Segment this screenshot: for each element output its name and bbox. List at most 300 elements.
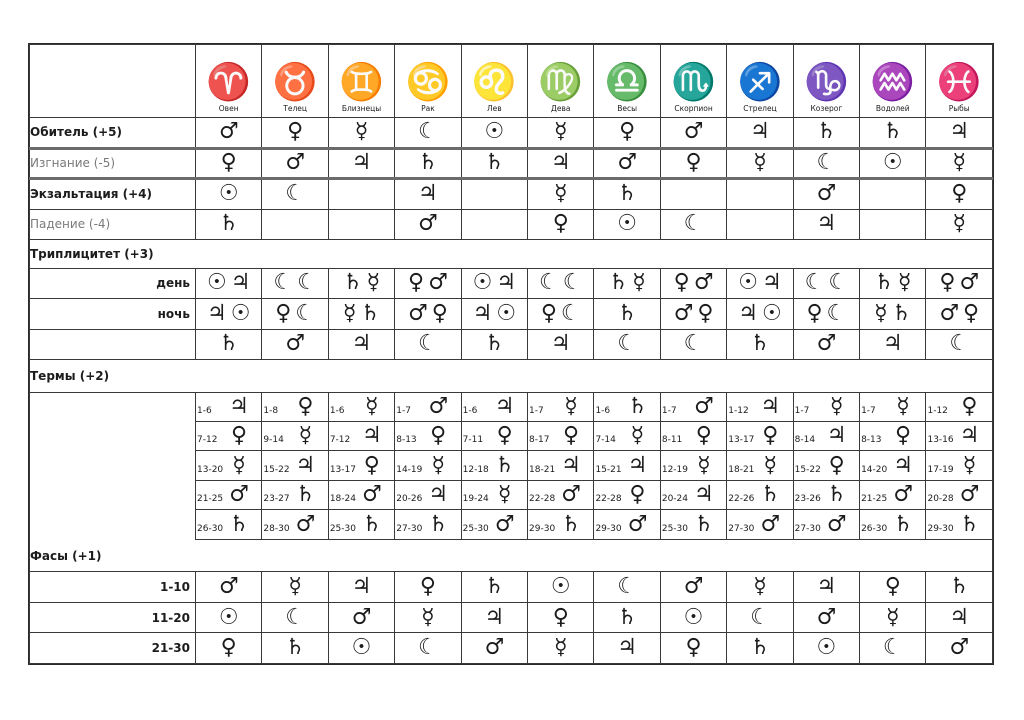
term-range: 23-26	[794, 494, 821, 505]
term-range: 21-25	[197, 494, 224, 505]
planet-icon: ♃	[351, 331, 372, 357]
sign-glyph-icon: ♈	[206, 62, 252, 104]
triplicity-day-cell	[727, 268, 793, 298]
term-range: 25-30	[661, 523, 688, 534]
term-cell	[461, 392, 527, 421]
term-range: 8-17	[529, 435, 550, 446]
planet-icon: ♄	[361, 511, 382, 537]
planet-icon: ☿	[962, 452, 977, 478]
planet-icon: ☾	[418, 331, 438, 357]
face-cell	[727, 633, 793, 664]
term-range: 20-26	[396, 494, 423, 505]
sign-header	[594, 45, 660, 118]
planet-icon: ☿	[753, 150, 767, 176]
planet-icon: ♀	[673, 270, 690, 296]
face-cell	[196, 602, 262, 632]
planet-icon: ♃	[627, 452, 648, 478]
face-cell	[860, 572, 926, 602]
dignity-cell	[660, 118, 726, 148]
triplicity-day-cell	[860, 268, 926, 298]
planet-icon: ♃	[760, 393, 781, 419]
sign-header	[328, 45, 394, 118]
term-cell	[660, 510, 726, 539]
triplicity-third-cell	[727, 329, 793, 359]
planet-icon: ☾	[826, 300, 847, 326]
planet-icon: ☾	[273, 270, 294, 296]
planet-icon: ♀	[697, 300, 714, 326]
planet-icon: ☉	[761, 300, 782, 326]
dignities-table-sheet	[28, 43, 994, 665]
sign-name: Лев	[486, 104, 502, 114]
sign-glyph-icon: ♌	[471, 62, 517, 104]
term-cell	[461, 480, 527, 509]
term-range: 1-12	[728, 405, 749, 416]
term-cell	[660, 451, 726, 480]
planet-icon: ♃	[738, 300, 758, 326]
dignity-cell	[262, 148, 328, 178]
planet-icon: ☉	[351, 635, 372, 661]
sign-name: Овен	[218, 104, 239, 114]
planet-icon: ☾	[418, 119, 438, 145]
sign-name: Скорпион	[674, 104, 713, 114]
term-range: 12-18	[462, 464, 489, 475]
term-cell	[262, 451, 328, 480]
sign-name: Весы	[617, 104, 638, 114]
term-cell	[196, 392, 262, 421]
triplicity-day-cell	[262, 268, 328, 298]
planet-icon: ♀	[884, 574, 901, 600]
planet-icon: ♄	[561, 511, 581, 537]
planet-icon: ♃	[816, 211, 837, 237]
face-cell	[727, 572, 793, 602]
term-range: 8-13	[396, 435, 417, 446]
planet-icon: ☿	[342, 300, 357, 326]
dignity-cell	[196, 118, 262, 148]
triplicity-third-cell	[262, 329, 328, 359]
sign-name: Близнецы	[341, 104, 382, 114]
row-label-empty	[30, 422, 196, 451]
term-range: 13-16	[927, 435, 954, 446]
planet-icon: ♄	[608, 270, 629, 296]
planet-icon: ♃	[617, 635, 637, 661]
term-cell	[860, 392, 926, 421]
planet-icon: ☉	[206, 270, 227, 296]
planet-icon: ☉	[496, 300, 517, 326]
term-range: 29-30	[927, 523, 954, 534]
dignity-cell	[328, 148, 394, 178]
sign-name: Стрелец	[743, 104, 777, 114]
planet-icon: ♃	[484, 604, 505, 630]
term-cell	[926, 422, 993, 451]
row-label-domicile: Обитель (+5)	[30, 118, 196, 148]
row-label-triplicity: Триплицитет (+3)	[30, 240, 993, 268]
face-cell	[660, 572, 726, 602]
term-cell	[528, 480, 594, 509]
sign-header	[860, 45, 926, 118]
term-range: 1-7	[529, 405, 544, 416]
planet-icon: ♂	[816, 331, 837, 357]
term-cell	[594, 480, 660, 509]
face-cell	[196, 572, 262, 602]
term-range: 26-30	[861, 523, 888, 534]
dignity-cell	[461, 148, 527, 178]
term-range: 22-28	[595, 494, 622, 505]
planet-icon: ♂	[816, 181, 837, 207]
dignity-cell	[395, 179, 461, 209]
term-cell	[594, 422, 660, 451]
face-cell	[660, 602, 726, 632]
planet-icon: ☾	[882, 635, 903, 661]
dignity-cell	[793, 148, 859, 178]
dignity-cell	[926, 209, 993, 239]
planet-icon: ☾	[750, 604, 770, 630]
dignity-cell	[793, 209, 859, 239]
triplicity-night-cell	[196, 299, 262, 329]
triplicity-night-cell	[793, 299, 859, 329]
planet-icon: ♃	[550, 150, 571, 176]
face-cell	[395, 633, 461, 664]
term-range: 22-26	[728, 494, 755, 505]
planet-icon: ♄	[360, 300, 381, 326]
planet-icon: ☉	[550, 574, 571, 600]
sign-glyph-icon: ♍	[538, 62, 584, 104]
planet-icon: ♀	[287, 119, 304, 145]
triplicity-third-cell	[196, 329, 262, 359]
term-cell	[594, 510, 660, 539]
planet-icon: ♂	[893, 482, 913, 508]
face-cell	[262, 633, 328, 664]
face-cell	[860, 633, 926, 664]
planet-icon: ☿	[298, 423, 313, 449]
dignity-cell	[860, 209, 926, 239]
sign-glyph-icon: ♑	[803, 62, 849, 104]
face-cell	[461, 572, 527, 602]
planet-icon: ♀	[562, 423, 580, 449]
planet-icon: ☾	[297, 270, 317, 296]
planet-icon: ♃	[418, 181, 438, 207]
planet-icon: ♄	[617, 181, 637, 207]
term-cell	[793, 392, 859, 421]
triplicity-third-cell	[926, 329, 993, 359]
planet-icon: ☿	[897, 270, 912, 296]
planet-icon: ♄	[750, 635, 770, 661]
term-cell	[196, 451, 262, 480]
planet-icon: ♄	[484, 574, 505, 600]
planet-icon: ☾	[560, 300, 581, 326]
term-range: 8-14	[794, 435, 816, 446]
planet-icon: ♂	[673, 300, 694, 326]
face-cell	[461, 633, 527, 664]
sign-glyph-icon: ♎	[604, 62, 650, 104]
face-cell	[793, 572, 859, 602]
planet-icon: ♂	[949, 635, 970, 661]
planet-icon: ☉	[230, 300, 251, 326]
term-cell	[461, 451, 527, 480]
planet-icon: ♀	[619, 119, 636, 145]
sign-glyph-icon: ♏	[671, 62, 716, 104]
triplicity-night-cell	[926, 299, 993, 329]
term-range: 29-30	[595, 523, 622, 534]
term-cell	[594, 392, 660, 421]
term-cell	[528, 510, 594, 539]
face-cell	[328, 572, 394, 602]
planet-icon: ♂	[285, 331, 305, 357]
planet-icon: ☿	[553, 181, 568, 207]
term-cell	[196, 422, 262, 451]
row-label-fall: Падение (-4)	[30, 209, 196, 239]
planet-icon: ♃	[351, 574, 372, 600]
sign-header	[660, 45, 726, 118]
term-range: 1-6	[329, 405, 345, 416]
term-range: 1-6	[595, 405, 611, 416]
term-cell	[660, 392, 726, 421]
planet-icon: ♃	[206, 300, 227, 326]
sign-header	[528, 45, 594, 118]
planet-icon: ☉	[816, 635, 837, 661]
planet-icon: ♃	[750, 119, 770, 145]
triplicity-day-cell	[328, 268, 394, 298]
planet-icon: ☿	[763, 452, 777, 478]
term-range: 18-21	[728, 464, 755, 475]
triplicity-third-cell	[860, 329, 926, 359]
planet-icon: ♀	[275, 300, 292, 326]
term-cell	[660, 480, 726, 509]
dignity-cell	[660, 209, 726, 239]
planet-icon: ♄	[949, 574, 970, 600]
dignity-cell	[660, 148, 726, 178]
planet-icon: ♄	[285, 635, 305, 661]
planet-icon: ♄	[874, 270, 894, 296]
row-label-exile: Изгнание (-5)	[30, 148, 196, 178]
dignity-cell	[528, 209, 594, 239]
planet-icon: ♄	[893, 511, 913, 537]
planet-icon: ☉	[472, 270, 493, 296]
face-cell	[594, 602, 660, 632]
dignity-cell	[328, 209, 394, 239]
face-cell	[196, 633, 262, 664]
planet-icon: ☿	[553, 119, 568, 145]
planet-icon: ☾	[683, 211, 704, 237]
term-range: 29-30	[529, 523, 556, 534]
planet-icon: ♄	[484, 331, 505, 357]
dignity-cell	[727, 179, 793, 209]
row-label-terms: Термы (+2)	[30, 360, 993, 393]
face-cell	[328, 633, 394, 664]
term-cell	[196, 480, 262, 509]
term-range: 21-25	[861, 494, 888, 505]
triplicity-night-cell	[594, 299, 660, 329]
face-cell	[528, 602, 594, 632]
term-range: 28-30	[263, 523, 290, 534]
dignity-cell	[594, 118, 660, 148]
triplicity-day-cell	[926, 268, 993, 298]
sign-glyph-icon: ♐	[737, 62, 783, 104]
dignity-cell	[727, 148, 793, 178]
row-label-empty	[30, 510, 196, 539]
planet-icon: ♀	[961, 393, 978, 419]
face-cell	[860, 602, 926, 632]
planet-icon: ☿	[232, 452, 246, 478]
planet-icon: ♄	[617, 604, 637, 630]
face-cell	[594, 572, 660, 602]
planet-icon: ♂	[939, 300, 960, 326]
term-cell	[727, 480, 793, 509]
planet-icon: ☿	[421, 604, 435, 630]
term-cell	[461, 510, 527, 539]
planet-icon: ☿	[697, 452, 711, 478]
planet-icon: ☉	[683, 604, 704, 630]
planet-icon: ♀	[430, 423, 447, 449]
planet-icon: ♂	[561, 482, 581, 508]
term-cell	[461, 422, 527, 451]
planet-icon: ♄	[959, 511, 980, 537]
planet-icon: ♂	[408, 300, 428, 326]
sign-glyph-icon: ♓	[936, 62, 982, 104]
planet-icon: ♂	[295, 511, 316, 537]
term-range: 18-24	[329, 494, 356, 505]
face-cell	[262, 602, 328, 632]
planetary-dignities-table	[29, 44, 993, 664]
dignity-cell	[926, 118, 993, 148]
row-label-empty	[30, 392, 196, 421]
planet-icon: ♂	[627, 511, 648, 537]
term-cell	[528, 392, 594, 421]
planet-icon: ♃	[472, 300, 493, 326]
planet-icon: ☿	[431, 452, 445, 478]
term-range: 22-28	[529, 494, 556, 505]
face-cell	[528, 572, 594, 602]
dignity-cell	[528, 179, 594, 209]
dignity-cell	[395, 118, 461, 148]
term-range: 7-12	[329, 435, 351, 446]
dignity-cell	[594, 148, 660, 178]
term-cell	[395, 392, 461, 421]
face-cell	[926, 602, 993, 632]
sign-name: Рак	[421, 104, 435, 114]
planet-icon: ♃	[949, 119, 970, 145]
sign-header	[926, 45, 993, 118]
planet-icon: ☿	[632, 270, 646, 296]
planet-icon: ♃	[826, 423, 847, 449]
sign-name: Водолей	[875, 104, 910, 114]
term-cell	[926, 392, 993, 421]
planet-icon: ☾	[804, 270, 825, 296]
planet-icon: ♃	[959, 423, 980, 449]
planet-icon: ♀	[762, 423, 779, 449]
term-cell	[860, 480, 926, 509]
planet-icon: ☿	[886, 604, 900, 630]
row-label-empty	[30, 480, 196, 509]
sign-glyph-icon: ♋	[405, 62, 451, 104]
face-cell	[793, 602, 859, 632]
face-cell	[262, 572, 328, 602]
planet-icon: ♃	[816, 574, 837, 600]
triplicity-third-cell	[660, 329, 726, 359]
dignity-cell	[328, 118, 394, 148]
sign-header	[793, 45, 859, 118]
planet-icon: ☉	[617, 211, 637, 237]
term-cell	[727, 510, 793, 539]
planet-icon: ♂	[826, 511, 847, 537]
planet-icon: ☉	[738, 270, 758, 296]
sign-name: Телец	[283, 104, 307, 114]
planet-icon: ♂	[218, 119, 239, 145]
triplicity-third-cell	[594, 329, 660, 359]
sign-name: Дева	[550, 104, 571, 114]
planet-icon: ♀	[230, 423, 248, 449]
planet-icon: ♃	[893, 452, 913, 478]
term-range: 12-19	[661, 464, 688, 475]
term-cell	[594, 451, 660, 480]
dignity-cell	[860, 179, 926, 209]
planet-icon: ☿	[497, 482, 512, 508]
planet-icon: ♂	[816, 604, 837, 630]
planet-icon: ♀	[629, 482, 646, 508]
planet-icon: ♂	[218, 574, 239, 600]
term-cell	[395, 480, 461, 509]
planet-icon: ♂	[693, 270, 714, 296]
dignity-cell	[926, 179, 993, 209]
planet-icon: ♄	[418, 150, 438, 176]
face-cell	[328, 602, 394, 632]
row-label-empty	[30, 451, 196, 480]
term-range: 1-6	[197, 405, 212, 416]
planet-icon: ☉	[218, 604, 239, 630]
face-cell	[528, 633, 594, 664]
triplicity-day-cell	[660, 268, 726, 298]
dignity-cell	[395, 148, 461, 178]
planet-icon: ☉	[484, 119, 505, 145]
term-range: 13-17	[329, 464, 356, 475]
term-range: 8-13	[861, 435, 882, 446]
term-cell	[395, 451, 461, 480]
term-range: 20-24	[661, 494, 688, 505]
planet-icon: ♀	[552, 604, 569, 630]
dignity-cell	[528, 118, 594, 148]
dignity-cell	[262, 209, 328, 239]
planet-icon: ♄	[218, 211, 239, 237]
sign-name: Козерог	[810, 104, 843, 114]
planet-icon: ♀	[695, 423, 712, 449]
dignity-cell	[262, 179, 328, 209]
planet-icon: ☿	[630, 423, 645, 449]
term-range: 8-11	[661, 435, 683, 446]
planet-icon: ☿	[952, 150, 966, 176]
sign-header	[395, 45, 461, 118]
dignity-cell	[528, 148, 594, 178]
planet-icon: ♄	[891, 300, 912, 326]
planet-icon: ♃	[761, 270, 782, 296]
dignity-cell	[196, 209, 262, 239]
face-cell	[395, 572, 461, 602]
planet-icon: ♀	[806, 300, 823, 326]
planet-icon: ☿	[366, 270, 381, 296]
dignity-cell	[594, 179, 660, 209]
planet-icon: ♂	[683, 119, 704, 145]
triplicity-night-cell	[528, 299, 594, 329]
planet-icon: ♀	[496, 423, 513, 449]
term-cell	[262, 392, 328, 421]
planet-icon: ♂	[418, 211, 438, 237]
term-range: 14-19	[396, 464, 423, 475]
term-cell	[926, 480, 993, 509]
planet-icon: ☾	[539, 270, 559, 296]
term-range: 1-7	[794, 405, 810, 416]
face-cell	[660, 633, 726, 664]
planet-icon: ☾	[828, 270, 849, 296]
planet-icon: ♀	[297, 393, 314, 419]
planet-icon: ☉	[218, 181, 239, 207]
